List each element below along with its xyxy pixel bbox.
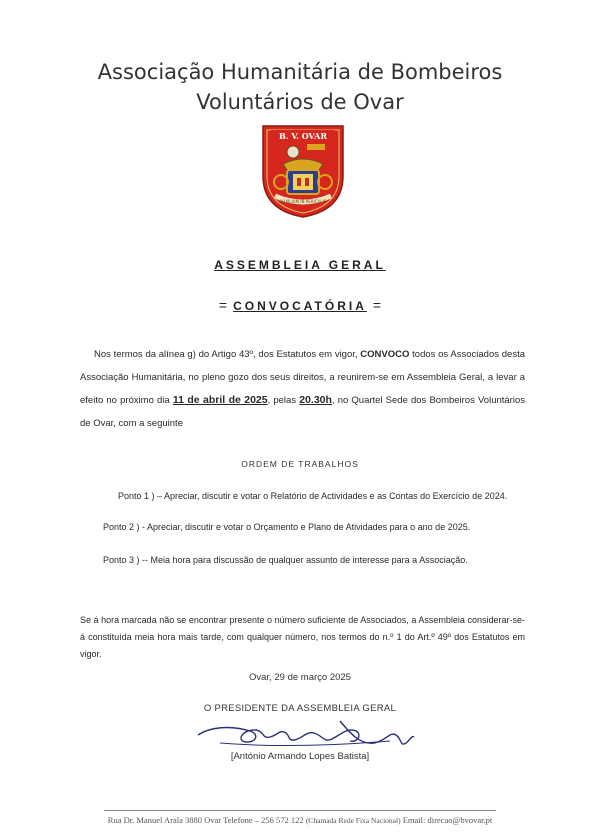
agenda-item: Ponto 2 ) - Apreciar, discutir e votar o Orçamento e Plano de Atividades para o ano de 2025. bbox=[103, 522, 471, 532]
subtitle-left-mark: = bbox=[218, 297, 228, 313]
crest-banner-text: B. V. OVAR bbox=[279, 131, 327, 141]
body-text-b: todos os Associados desta Associação Humanitária, no pleno gozo dos seus direitos, a reunirem-se em Assembleia Geral, a levar a efeito no próximo dia bbox=[80, 349, 525, 406]
subtitle-right-mark: = bbox=[372, 297, 382, 313]
title-text: ASSEMBLEIA GERAL bbox=[214, 258, 386, 272]
organization-name-line1: Associação Humanitária de Bombeiros bbox=[97, 60, 503, 84]
agenda-heading: ORDEM DE TRABALHOS bbox=[241, 459, 359, 469]
document-title bbox=[0, 258, 600, 272]
meeting-time: 20.30h bbox=[299, 394, 332, 406]
place-date: Ovar, 29 de março 2025 bbox=[249, 672, 351, 683]
document-subtitle bbox=[0, 297, 600, 313]
body-text-a: Nos termos da alínea g) do Artigo 43º, dos Estatutos em vigor, bbox=[94, 349, 361, 360]
footer-email[interactable]: Email: direcao@bvovar.pt bbox=[400, 815, 493, 825]
handwritten-signature bbox=[190, 713, 420, 753]
footer-contact bbox=[0, 815, 600, 825]
footer-divider bbox=[104, 810, 496, 811]
quorum-note: Se á hora marcada não se encontrar presente o número suficiente de Associados, a Assembleia considerar-se-á constituída meia hora mais tarde, com qualquer número, nos termos do n.º 1 do Art.º 49º dos Estatutos em vigor. bbox=[80, 615, 525, 659]
agenda-item: Ponto 1 ) – Apreciar, discutir e votar o Relatório de Actividades e as Contas do Exercício de 2024. bbox=[118, 491, 508, 501]
bvovar-crest-logo bbox=[261, 124, 345, 219]
crest-motto-text: AUXILIUM IN PERICULIS bbox=[279, 199, 327, 204]
convoco-word: CONVOCO bbox=[360, 349, 410, 360]
organization-name-line2: Voluntários de Ovar bbox=[196, 90, 404, 114]
footer-call-note: (Chamada Rede Fixa Nacional) bbox=[305, 816, 401, 825]
signatory-name: [António Armando Lopes Batista] bbox=[230, 751, 370, 762]
body-text-c: , pelas bbox=[267, 395, 300, 406]
agenda-item: Ponto 3 ) -- Meia hora para discussão de qualquer assunto de interesse para a Associação. bbox=[103, 555, 468, 565]
body-text-d: , no Quartel Sede dos Bombeiros Voluntários de Ovar, com a seguinte bbox=[80, 395, 525, 429]
meeting-date: 11 de abril de 2025 bbox=[172, 394, 268, 406]
convocation-paragraph bbox=[80, 343, 525, 435]
signatory-role: O PRESIDENTE DA ASSEMBLEIA GERAL bbox=[203, 703, 397, 714]
footer-address: Rua Dr. Manuel Arala 3880 Ovar Telefone – 256 572 122 bbox=[107, 815, 306, 825]
subtitle-word: CONVOCATÓRIA bbox=[233, 299, 367, 313]
